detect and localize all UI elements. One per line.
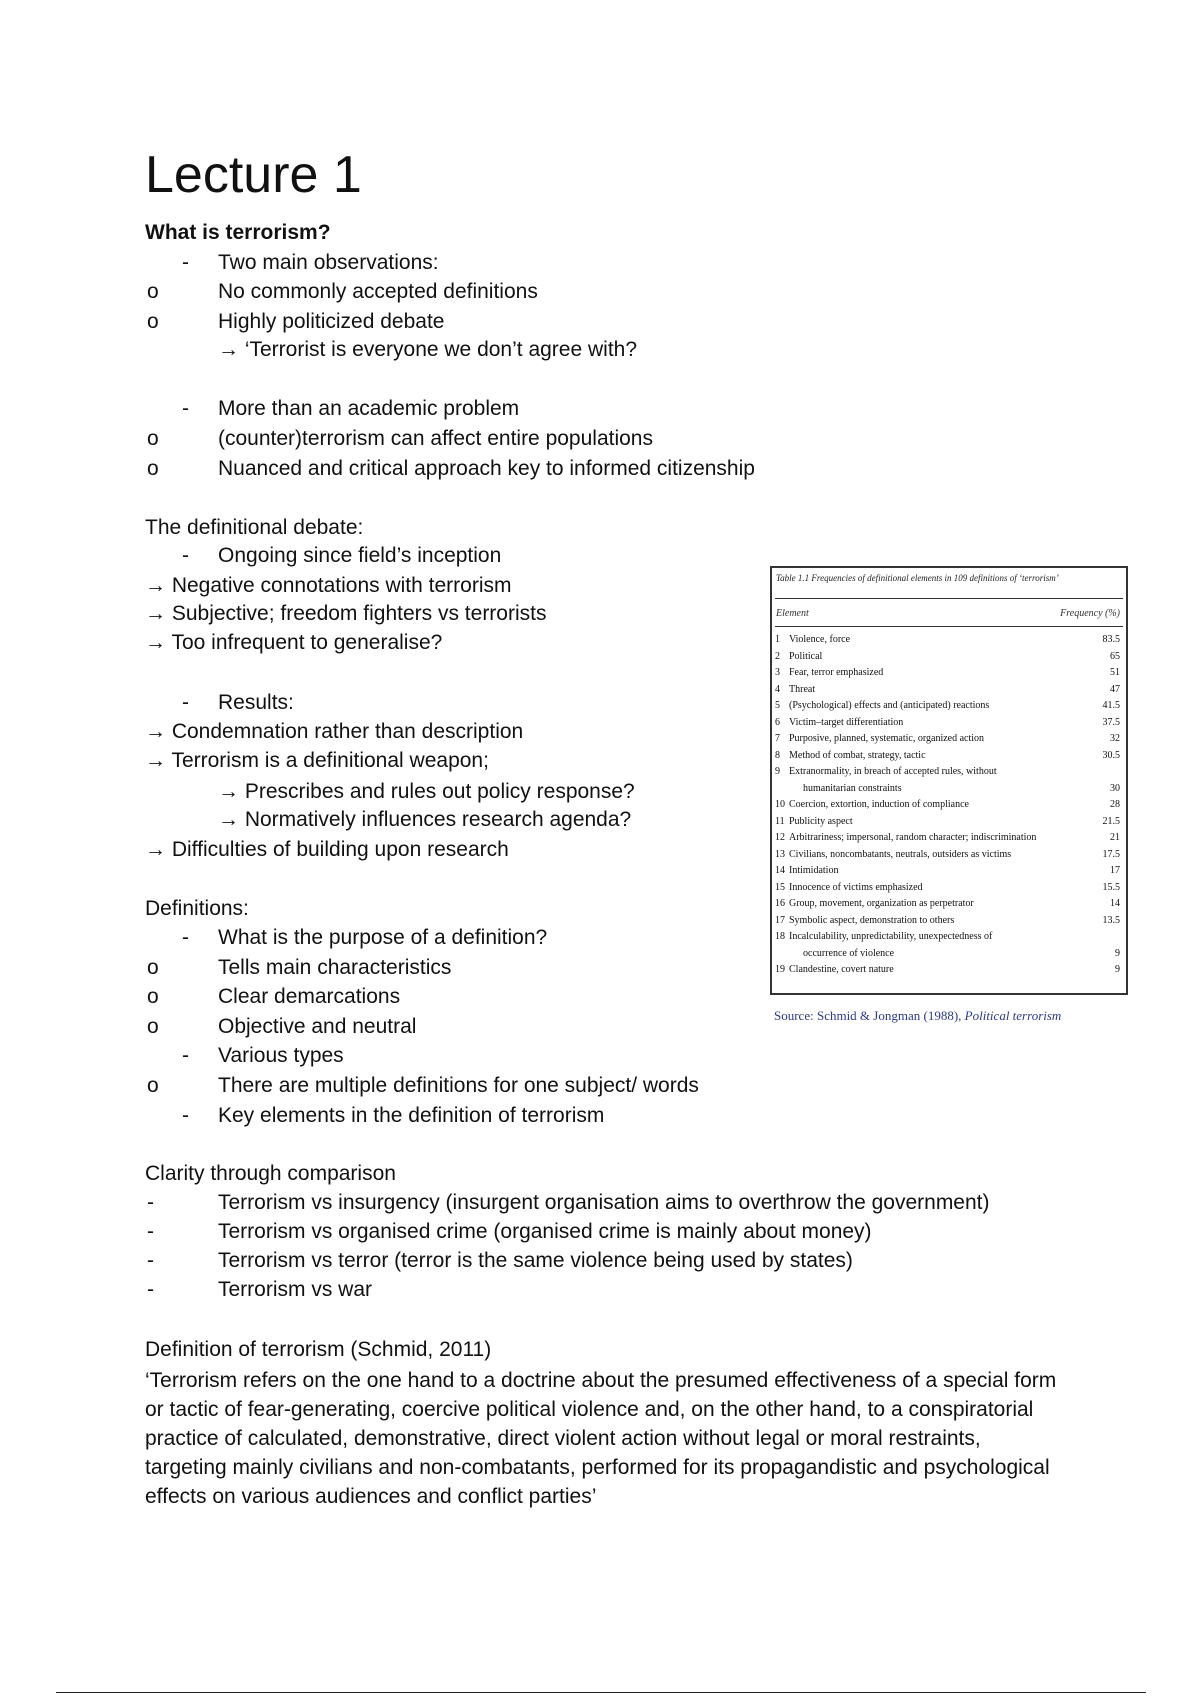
table-row-label: Intimidation [789, 865, 839, 876]
table-row-label: Incalculability, unpredictability, unexpectedness of [789, 931, 993, 942]
list-item: Terrorism vs war [218, 1278, 373, 1301]
list-item: Objective and neutral [218, 1015, 417, 1038]
circle-bullet: o [147, 427, 159, 450]
table-source-prefix: Source: Schmid & Jongman (1988), [774, 1008, 965, 1023]
list-item: More than an academic problem [218, 397, 520, 420]
table-row-number: 15 [775, 881, 785, 893]
circle-bullet: o [147, 956, 159, 979]
table-row [775, 799, 1120, 810]
circle-bullet: o [147, 985, 159, 1008]
table-caption: Table 1.1 Frequencies of definitional elements in 109 definitions of ‘terrorism’ [776, 573, 1059, 583]
list-item: Key elements in the definition of terrorism [218, 1104, 605, 1127]
list-item: Ongoing since field’s inception [218, 544, 502, 567]
table-row-value: 47 [1110, 683, 1120, 695]
table-row [775, 849, 1120, 860]
table-row-value: 13.5 [1102, 914, 1120, 926]
section-heading-definitions: Definitions: [145, 897, 249, 920]
table-row-label: Violence, force [789, 634, 851, 645]
frequency-table-figure [770, 566, 1128, 995]
table-row-value: 32 [1110, 733, 1120, 744]
list-item: Nuanced and critical approach key to informed citizenship [218, 457, 755, 480]
table-row-number: 4 [775, 683, 780, 695]
table-row-number: 5 [775, 700, 780, 711]
table-row-value: 51 [1110, 667, 1120, 678]
table-row [775, 882, 1120, 893]
table-row-value: 37.5 [1102, 716, 1120, 728]
list-item: Two main observations: [218, 251, 439, 274]
section-heading-definitional-debate: The definitional debate: [145, 516, 364, 539]
circle-bullet: o [147, 457, 159, 480]
page-title: Lecture 1 [145, 146, 362, 204]
list-item: Results: [218, 691, 294, 714]
list-item: → Negative connotations with terrorism [145, 574, 512, 597]
dash-marker: - [182, 251, 189, 274]
list-item: → Difficulties of building upon research [145, 838, 509, 861]
section-heading-definition-schmid: Definition of terrorism (Schmid, 2011) [145, 1338, 492, 1361]
table-row-number: 9 [775, 766, 780, 777]
table-row-label: Group, movement, organization as perpetrator [789, 898, 974, 909]
dash-marker: - [182, 544, 189, 567]
table-header-frequency: Frequency (%) [1060, 608, 1120, 619]
dash-marker: - [147, 1249, 154, 1272]
list-item: → Terrorism is a definitional weapon; [145, 749, 489, 772]
list-item: Terrorism vs organised crime (organised crime is mainly about money) [218, 1220, 872, 1243]
table-row [775, 931, 1120, 942]
table-row-label: Extranormality, in breach of accepted rules, without [789, 766, 997, 777]
table-row-label: Symbolic aspect, demonstration to others [789, 914, 955, 926]
table-header-element: Element [776, 608, 809, 619]
table-row-label: (Psychological) effects and (anticipated) reactions [789, 700, 990, 711]
list-item: No commonly accepted definitions [218, 280, 538, 303]
table-row-number: 12 [775, 832, 785, 843]
table-row-label: Civilians, noncombatants, neutrals, outsiders as victims [789, 848, 1012, 860]
dash-marker: - [182, 926, 189, 949]
table-row-number: 2 [775, 650, 780, 662]
table-row-value: 65 [1110, 650, 1120, 662]
table-row-label: Coercion, extortion, induction of compliance [789, 799, 969, 810]
table-source-title: Political terrorism [964, 1008, 1062, 1023]
table-row-value: 9 [1115, 947, 1120, 959]
table-source [774, 1008, 1061, 1024]
table-row-label: Innocence of victims emphasized [789, 881, 923, 893]
table-row [775, 684, 1120, 695]
list-item: Terrorism vs insurgency (insurgent organisation aims to overthrow the government) [218, 1191, 990, 1214]
table-row [775, 783, 1120, 794]
list-item: → Normatively influences research agenda? [218, 808, 632, 831]
table-row-value: 21 [1110, 832, 1120, 843]
list-item: Clear demarcations [218, 985, 401, 1008]
table-row [775, 750, 1120, 761]
table-row [775, 717, 1120, 728]
table-row-value: 30.5 [1102, 749, 1120, 761]
table-row-label: Victim–target differentiation [789, 716, 904, 728]
list-item: Various types [218, 1044, 344, 1067]
dash-marker: - [147, 1191, 154, 1214]
table-row-number: 1 [775, 634, 780, 645]
circle-bullet: o [147, 1015, 159, 1038]
list-item: Terrorism vs terror (terror is the same violence being used by states) [218, 1249, 853, 1272]
dash-marker: - [147, 1278, 154, 1301]
table-row-number: 19 [775, 964, 785, 975]
section-heading-what-is-terrorism: What is terrorism? [145, 221, 331, 244]
table-row-label: Threat [789, 683, 816, 695]
list-item: → ‘Terrorist is everyone we don’t agree with? [218, 338, 638, 361]
circle-bullet: o [147, 310, 159, 333]
table-row-value: 41.5 [1102, 700, 1120, 711]
definition-quote: ‘Terrorism refers on the one hand to a doctrine about the presumed effectiveness of a special form or tactic of fear-generating, coercive political violence and, on the other hand, to a conspiratorial practice of calculated, demonstrative, direct violent action without legal or moral restraints, targeting mainly civilians and non-combatants, performed for its propagandistic and psychological effects on various audiences and conflict parties’ [145, 1369, 1057, 1508]
table-row [775, 865, 1120, 876]
table-row-value: 30 [1110, 782, 1120, 794]
circle-bullet: o [147, 1074, 159, 1097]
list-item: Tells main characteristics [218, 956, 452, 979]
table-row-value: 14 [1110, 898, 1120, 909]
table-row-number: 7 [775, 733, 780, 744]
table-row [775, 964, 1120, 975]
dash-marker: - [182, 397, 189, 420]
table-row-number: 10 [775, 799, 785, 810]
table-row [775, 816, 1120, 827]
table-row [775, 634, 1120, 645]
dash-marker: - [182, 1044, 189, 1067]
table-row-number: 13 [775, 848, 785, 860]
table-row-value: 83.5 [1102, 634, 1120, 645]
table-row-number: 16 [775, 898, 785, 909]
table-row-label: Arbitrariness; impersonal, random character; indiscrimination [789, 832, 1037, 843]
table-row-value: 17.5 [1102, 848, 1120, 860]
table-row-label: Clandestine, covert nature [789, 964, 894, 975]
table-row-label: Purposive, planned, systematic, organized action [789, 733, 985, 744]
table-row [775, 832, 1120, 843]
table-row-label: Political [789, 650, 823, 662]
table-row-number: 11 [775, 815, 785, 827]
table-row-number: 6 [775, 716, 780, 728]
table-row-number: 3 [775, 667, 780, 678]
table-row [775, 700, 1120, 711]
table-row-number: 8 [775, 749, 780, 761]
table-row-value: 21.5 [1102, 815, 1120, 827]
list-item: (counter)terrorism can affect entire populations [218, 427, 653, 450]
table-row-number: 17 [775, 914, 785, 926]
table-row [775, 667, 1120, 678]
dash-marker: - [182, 691, 189, 714]
table-row-number: 14 [775, 865, 785, 876]
table-row-value: 17 [1110, 865, 1120, 876]
list-item: There are multiple definitions for one subject/ words [218, 1074, 699, 1097]
page-bottom-rule [56, 1692, 1146, 1693]
table-row-label: Publicity aspect [789, 815, 853, 827]
table-row [775, 733, 1120, 744]
table-row-value: 9 [1115, 964, 1120, 975]
section-heading-clarity-comparison: Clarity through comparison [145, 1162, 396, 1185]
table-row-value: 28 [1110, 799, 1120, 810]
table-row-label: Fear, terror emphasized [789, 667, 884, 678]
dash-marker: - [147, 1220, 154, 1243]
table-row [775, 898, 1120, 909]
table-row-label: occurrence of violence [803, 947, 895, 959]
list-item: What is the purpose of a definition? [218, 926, 548, 949]
list-item: → Condemnation rather than description [145, 720, 524, 743]
table-row [775, 651, 1120, 662]
dash-marker: - [182, 1104, 189, 1127]
table-rule [775, 598, 1123, 599]
table-row-label: Method of combat, strategy, tactic [789, 749, 926, 761]
list-item: Highly politicized debate [218, 310, 445, 333]
list-item: → Prescribes and rules out policy response? [218, 780, 635, 803]
table-row [775, 915, 1120, 926]
table-row-label: humanitarian constraints [803, 782, 902, 794]
list-item: → Subjective; freedom fighters vs terrorists [145, 602, 547, 625]
table-rule [775, 626, 1123, 627]
table-row-number: 18 [775, 931, 785, 942]
table-row [775, 766, 1120, 777]
circle-bullet: o [147, 280, 159, 303]
list-item: → Too infrequent to generalise? [145, 631, 443, 654]
table-row [775, 948, 1120, 959]
table-row-value: 15.5 [1102, 881, 1120, 893]
